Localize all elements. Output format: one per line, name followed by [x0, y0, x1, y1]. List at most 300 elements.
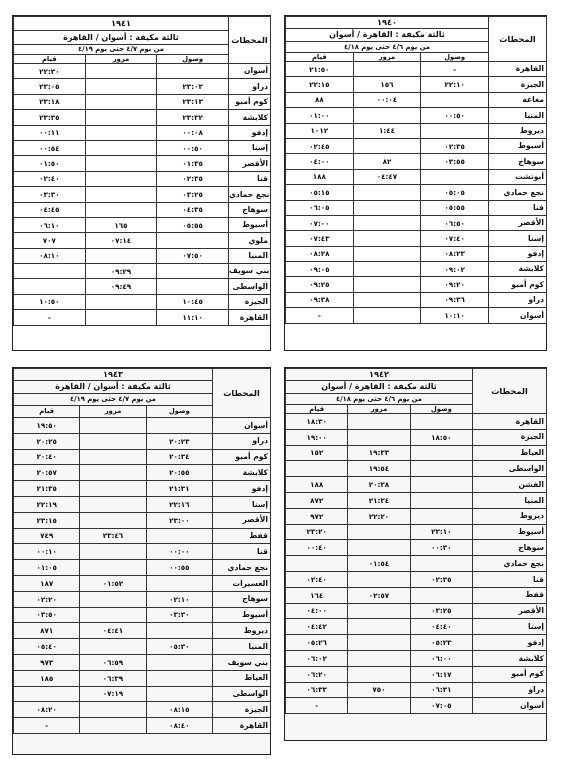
pass-time: ٠٧:١٤ [85, 233, 157, 248]
timetable-grid [13, 16, 271, 326]
table-row [14, 449, 271, 465]
arrive-time [146, 575, 212, 591]
timetable-grid [285, 16, 547, 324]
stations-header: المحطات [472, 369, 546, 414]
arrive-time [146, 670, 212, 686]
arrive-time: ٠٨:١٥ [146, 702, 212, 718]
pass-time: ٠١:٥٤ [348, 556, 410, 572]
date-range: من يوم ٤/٧ حتى يوم ٤/١٩ [14, 45, 229, 55]
table-row [14, 512, 271, 528]
station-name: كلابشة [488, 262, 546, 277]
arrive-time: - [421, 62, 489, 77]
depart-time [14, 686, 80, 702]
table-row [286, 123, 547, 138]
pass-time [353, 246, 421, 261]
station-name: كوم أمبو [472, 666, 546, 682]
arrive-time [146, 418, 212, 434]
table-row [14, 125, 271, 140]
table-row [286, 169, 547, 184]
table-row [286, 682, 547, 698]
table-row [286, 571, 547, 587]
station-name: سوهاج [212, 591, 270, 607]
depart-time: ٠٠:١٠ [14, 544, 80, 560]
depart-time: ١٠١٢ [286, 123, 354, 138]
arrive-time: ٠٣:٥٥ [421, 154, 489, 169]
station-name: قنا [488, 200, 546, 215]
arrive-time: ٠٦:٠٠ [410, 650, 472, 666]
table-row [14, 544, 271, 560]
station-name: قفط [472, 587, 546, 603]
station-name: ديروط [472, 508, 546, 524]
table-row [14, 233, 271, 248]
table-row [14, 79, 271, 94]
station-name: ديروط [212, 623, 270, 639]
arrive-time: ٠٣:٢٥ [410, 603, 472, 619]
depart-time: ٢٠:٥٧ [14, 465, 80, 481]
pass-time [85, 202, 157, 217]
table-row [286, 231, 547, 246]
arrive-time: ٢٣:١٣ [157, 94, 229, 109]
arrive-time: ٠٥:٥٥ [421, 200, 489, 215]
station-name: أبوتشت [488, 169, 546, 184]
table-row [286, 308, 547, 323]
station-name: كلابشة [228, 110, 270, 125]
depart-time: ٠٥:٤٠ [14, 639, 80, 655]
pass-time: ٠٩:٢٩ [85, 264, 157, 279]
pass-time [348, 571, 410, 587]
station-name: أسوان [472, 698, 546, 714]
station-name: كوم أمبو [228, 94, 270, 109]
station-name: مغاغة [488, 92, 546, 107]
pass-time [80, 607, 146, 623]
pass-time [80, 718, 146, 734]
depart-time: ٠٢:٤٠ [14, 171, 86, 186]
pass-time [353, 292, 421, 307]
arrive-time: ٢٣:١٠ [410, 524, 472, 540]
station-name: الأقصر [488, 215, 546, 230]
arrive-time [157, 64, 229, 79]
depart-time: ٠٦:١٠ [14, 217, 86, 232]
table-row [286, 650, 547, 666]
table-row [286, 138, 547, 153]
table-row [14, 202, 271, 217]
station-name: الجيزة [472, 429, 546, 445]
table-row [286, 215, 547, 230]
pass-time: ١٩:٣٣ [348, 445, 410, 461]
table-row [14, 528, 271, 544]
station-name: أسيوط [228, 217, 270, 232]
station-name: ملوي [228, 233, 270, 248]
arrive-time [410, 587, 472, 603]
table-row [14, 686, 271, 702]
station-name: ديروط [488, 123, 546, 138]
station-name: نجع حمادي [228, 187, 270, 202]
depart-time: ٠٤:٤٢ [286, 619, 348, 635]
depart-time: ١٩:٥٠ [14, 418, 80, 434]
timetable-grid [285, 368, 547, 714]
pass-time [353, 185, 421, 200]
depart-time: ٠٢:٤٠ [286, 571, 348, 587]
depart-time: ١٦٤ [286, 587, 348, 603]
table-row [14, 670, 271, 686]
table-row [14, 310, 271, 325]
table-row [14, 718, 271, 734]
pass-time [85, 94, 157, 109]
station-name: دراو [488, 292, 546, 307]
table-row [14, 418, 271, 434]
station-name: كلابشة [212, 465, 270, 481]
pass-time [348, 540, 410, 556]
table-row [286, 62, 547, 77]
table-row [286, 603, 547, 619]
route-title: ثالثة مكيفة : القاهرة / أسوان [286, 381, 473, 394]
depart-time: ٢٣:٢٠ [286, 524, 348, 540]
depart-column-header: قيام [286, 405, 348, 414]
arrive-time: ٠٥:٠٥ [421, 185, 489, 200]
depart-time: ٠٠:١١ [14, 125, 86, 140]
table-row [14, 110, 271, 125]
table-row [286, 77, 547, 92]
arrive-time: ٠٩:٢٠ [421, 277, 489, 292]
arrive-column-header: وصول [410, 405, 472, 414]
depart-time: - [286, 698, 348, 714]
pass-time [348, 666, 410, 682]
depart-time: ٠٩:٢٥ [286, 277, 354, 292]
arrive-time: ٠٧:٤٠ [421, 231, 489, 246]
arrive-time: ٠٠:٥٠ [421, 108, 489, 123]
depart-time: ٧٤٩ [14, 528, 80, 544]
station-name: إدفو [472, 635, 546, 651]
pass-time: ٠٢:٥٧ [348, 587, 410, 603]
depart-time: ٠٣:٥٠ [14, 607, 80, 623]
station-name: دراو [472, 682, 546, 698]
pass-time: ٠٠:٠٤ [353, 92, 421, 107]
arrive-time: ٠٠:٠٠ [146, 544, 212, 560]
depart-time: ٠٨:٢٨ [286, 246, 354, 261]
table-row [14, 639, 271, 655]
table-row [14, 591, 271, 607]
table-row [286, 461, 547, 477]
arrive-time: ٢٠:٢٣ [146, 433, 212, 449]
pass-time [85, 156, 157, 171]
table-row [14, 623, 271, 639]
pass-time: ٠٤:٤١ [80, 623, 146, 639]
depart-time: ٠٠:٤٠ [286, 540, 348, 556]
table-row [286, 262, 547, 277]
route-title: ثالثة مكيفة : أسوان / القاهرة [14, 381, 213, 394]
arrive-time: ٠٢:٣٥ [421, 138, 489, 153]
date-range: من يوم ٤/٦ حتى يوم ٤/١٨ [286, 394, 473, 405]
depart-time: ٠٥:٢٦ [286, 635, 348, 651]
year-label: ١٩٤٠ [286, 17, 489, 29]
pass-time [85, 64, 157, 79]
pass-time: ٢٢:٢٠ [348, 508, 410, 524]
depart-time: ٠٧:٠٠ [286, 215, 354, 230]
depart-time: ١٠:٥٠ [14, 294, 86, 309]
arrive-time: ٠٣:٣٠ [146, 607, 212, 623]
table-row [286, 277, 547, 292]
arrive-time [410, 556, 472, 572]
arrive-time: ٢٣:٠٠ [146, 512, 212, 528]
table-row [286, 524, 547, 540]
station-name: كلابشة [472, 650, 546, 666]
stations-header: المحطات [212, 369, 270, 418]
pass-time [80, 481, 146, 497]
arrive-time [421, 92, 489, 107]
depart-time: ٠٢:٢٠ [14, 591, 80, 607]
depart-time: ٢٣:٣٥ [14, 110, 86, 125]
station-name: القاهرة [228, 310, 270, 325]
pass-column-header: مرور [80, 406, 146, 418]
arrive-time: ٠٠:٣٠ [410, 540, 472, 556]
table-row [14, 465, 271, 481]
table-row [286, 429, 547, 445]
pass-time [348, 603, 410, 619]
depart-time: ٠١:٠٠ [286, 108, 354, 123]
depart-time: ٢٣:١٨ [14, 94, 86, 109]
depart-time: ١٥٢ [286, 445, 348, 461]
table-row [286, 108, 547, 123]
pass-time: ١٩:٥٤ [348, 461, 410, 477]
table-row [286, 556, 547, 572]
station-name: القاهرة [472, 414, 546, 430]
station-name: إسنا [228, 140, 270, 155]
table-row [286, 540, 547, 556]
timetable-1942 [284, 367, 547, 741]
depart-time: ٠٢:٤٥ [286, 138, 354, 153]
timetable-1940 [284, 15, 547, 351]
station-name: كوم أمبو [488, 277, 546, 292]
depart-time: ٨٧٢ [286, 492, 348, 508]
depart-time: - [286, 308, 354, 323]
depart-time: ٢١:٥٠ [286, 62, 354, 77]
pass-time [353, 108, 421, 123]
arrive-time: ٠٩:٣٦ [421, 292, 489, 307]
depart-time: ٠٨:١٠ [14, 248, 86, 263]
depart-time: ٨٧١ [14, 623, 80, 639]
pass-time: ٠٦:٣٩ [80, 670, 146, 686]
year-label: ١٩٤٣ [14, 369, 213, 381]
pass-time [80, 449, 146, 465]
pass-time [353, 277, 421, 292]
arrive-time: ٢٣:٠٣ [157, 79, 229, 94]
table-row [286, 246, 547, 261]
pass-time: ٢٠:٣٨ [348, 477, 410, 493]
arrive-time: ١١:١٠ [157, 310, 229, 325]
depart-time [286, 461, 348, 477]
station-name: المنيا [212, 639, 270, 655]
depart-time: ٧٠٧ [14, 233, 86, 248]
arrive-time: ٠٠:٥٥ [146, 560, 212, 576]
year-label: ١٩٤٢ [286, 369, 473, 381]
pass-time [353, 308, 421, 323]
depart-time: ٠٧:٤٣ [286, 231, 354, 246]
table-row [286, 185, 547, 200]
depart-time: ٠٦:٠٥ [286, 200, 354, 215]
pass-time [348, 429, 410, 445]
arrive-time [146, 528, 212, 544]
pass-time [80, 496, 146, 512]
arrive-time: ٢٢:١٠ [421, 77, 489, 92]
depart-time: ٢٠:٤٠ [14, 449, 80, 465]
depart-time [14, 264, 86, 279]
timetable-1943 [12, 367, 271, 755]
arrive-time: ٠٥:٣٠ [146, 639, 212, 655]
station-name: أسوان [228, 64, 270, 79]
arrive-column-header: وصول [146, 406, 212, 418]
date-range: من يوم ٤/٧ حتى يوم ٤/١٩ [14, 394, 213, 406]
arrive-time: ٠٨:٢٣ [421, 246, 489, 261]
station-name: الفشن [472, 477, 546, 493]
pass-time [80, 639, 146, 655]
arrive-time: ٠٦:٥٠ [421, 215, 489, 230]
station-name: العسيرات [212, 575, 270, 591]
table-row [14, 187, 271, 202]
arrive-time [146, 654, 212, 670]
arrive-time: ١٨:٥٠ [410, 429, 472, 445]
arrive-time: ٠٦:١٧ [410, 666, 472, 682]
station-name: إدفو [228, 125, 270, 140]
table-row [14, 264, 271, 279]
depart-time: ١٨٨ [286, 169, 354, 184]
arrive-time [410, 461, 472, 477]
depart-time: ٢٢:١٩ [14, 496, 80, 512]
pass-time: ٠٧:١٩ [80, 686, 146, 702]
timetable-1941 [12, 15, 271, 351]
depart-time: ٢١:٣٥ [14, 481, 80, 497]
stations-header: المحطات [228, 17, 270, 64]
table-row [14, 433, 271, 449]
station-name: إسنا [472, 619, 546, 635]
arrive-column-header: وصول [157, 55, 229, 64]
arrive-time [410, 477, 472, 493]
pass-time [353, 231, 421, 246]
arrive-time: ٠٧:٠٥ [410, 698, 472, 714]
pass-time [348, 698, 410, 714]
station-name: سوهاج [472, 540, 546, 556]
station-name: نجع حمادي [212, 560, 270, 576]
depart-time: ٠٦:٣٣ [286, 682, 348, 698]
depart-time: ٠٤:٤٥ [14, 202, 86, 217]
table-row [14, 496, 271, 512]
table-row [14, 217, 271, 232]
table-row [14, 654, 271, 670]
arrive-time: ١٠:٤٥ [157, 294, 229, 309]
depart-time: ١٨:٣٠ [286, 414, 348, 430]
pass-time: ١٥٦ [353, 77, 421, 92]
pass-time: ١:٤٤ [353, 123, 421, 138]
table-row [14, 64, 271, 79]
station-name: الأقصر [228, 156, 270, 171]
table-row [286, 666, 547, 682]
arrive-time [146, 623, 212, 639]
arrive-time: ٠٧:٥٠ [157, 248, 229, 263]
table-row [286, 445, 547, 461]
pass-time [85, 140, 157, 155]
arrive-time: ٠٥:٥٥ [157, 217, 229, 232]
pass-time: ١٦٥ [85, 217, 157, 232]
arrive-time: ٠٦:٣١ [410, 682, 472, 698]
table-row [286, 477, 547, 493]
table-row [14, 248, 271, 263]
pass-time [353, 62, 421, 77]
station-name: إدفو [212, 481, 270, 497]
pass-time [80, 702, 146, 718]
pass-time: ٧٥٠ [348, 682, 410, 698]
pass-time: ٠٤:٤٧ [353, 169, 421, 184]
pass-time [85, 248, 157, 263]
station-name: سوهاج [488, 154, 546, 169]
depart-time: ٠٨:٢٠ [14, 702, 80, 718]
station-name: إدفو [488, 246, 546, 261]
depart-time: ١٨٨ [286, 477, 348, 493]
depart-time: ٩٧٣ [14, 654, 80, 670]
arrive-time: ٠٨:٤٠ [146, 718, 212, 734]
arrive-time: ٠١:٣٥ [157, 156, 229, 171]
arrive-time: ٠٥:٢٣ [410, 635, 472, 651]
depart-column-header: قيام [14, 55, 86, 64]
arrive-time: ٠٢:٣٥ [157, 171, 229, 186]
pass-column-header: مرور [348, 405, 410, 414]
station-name: الأقصر [472, 603, 546, 619]
table-row [14, 607, 271, 623]
arrive-time: ٠٤:٤٠ [410, 619, 472, 635]
station-name: الواسطى [472, 461, 546, 477]
arrive-time: ١٠:١٠ [421, 308, 489, 323]
table-row [286, 492, 547, 508]
table-row [286, 635, 547, 651]
depart-time: ١٨٥ [14, 670, 80, 686]
route-title: ثالثة مكيفة : أسوان / القاهرة [14, 31, 229, 45]
arrive-time: ٠٠:٥٠ [157, 140, 229, 155]
station-name: الجيزة [228, 294, 270, 309]
stations-header: المحطات [488, 17, 546, 62]
depart-time: ٠٤:٠٠ [286, 603, 348, 619]
table-row [14, 481, 271, 497]
station-name: القاهرة [212, 718, 270, 734]
pass-time [85, 79, 157, 94]
depart-time: ٠٦:٠٢ [286, 650, 348, 666]
station-name: المنيا [472, 492, 546, 508]
depart-time [286, 556, 348, 572]
table-row [286, 698, 547, 714]
arrive-time: ٢٢:١٦ [146, 496, 212, 512]
pass-time [348, 650, 410, 666]
depart-time: ٨٨ [286, 92, 354, 107]
depart-time: - [14, 310, 86, 325]
pass-time [80, 544, 146, 560]
depart-time: ١٩:٠٠ [286, 429, 348, 445]
station-name: إسنا [488, 231, 546, 246]
arrive-time [421, 169, 489, 184]
station-name: الواسطى [212, 686, 270, 702]
pass-time [80, 560, 146, 576]
table-row [286, 414, 547, 430]
arrive-time [410, 508, 472, 524]
station-name: أسيوط [488, 138, 546, 153]
table-row [286, 587, 547, 603]
depart-time: - [14, 718, 80, 734]
depart-time [14, 279, 86, 294]
depart-time: ٠٩:٣٨ [286, 292, 354, 307]
table-row [14, 171, 271, 186]
pass-time [348, 635, 410, 651]
pass-time [85, 125, 157, 140]
pass-column-header: مرور [353, 53, 421, 62]
station-name: العياط [472, 445, 546, 461]
station-name: قنا [228, 171, 270, 186]
arrive-time: ٢٠:٥٥ [146, 465, 212, 481]
